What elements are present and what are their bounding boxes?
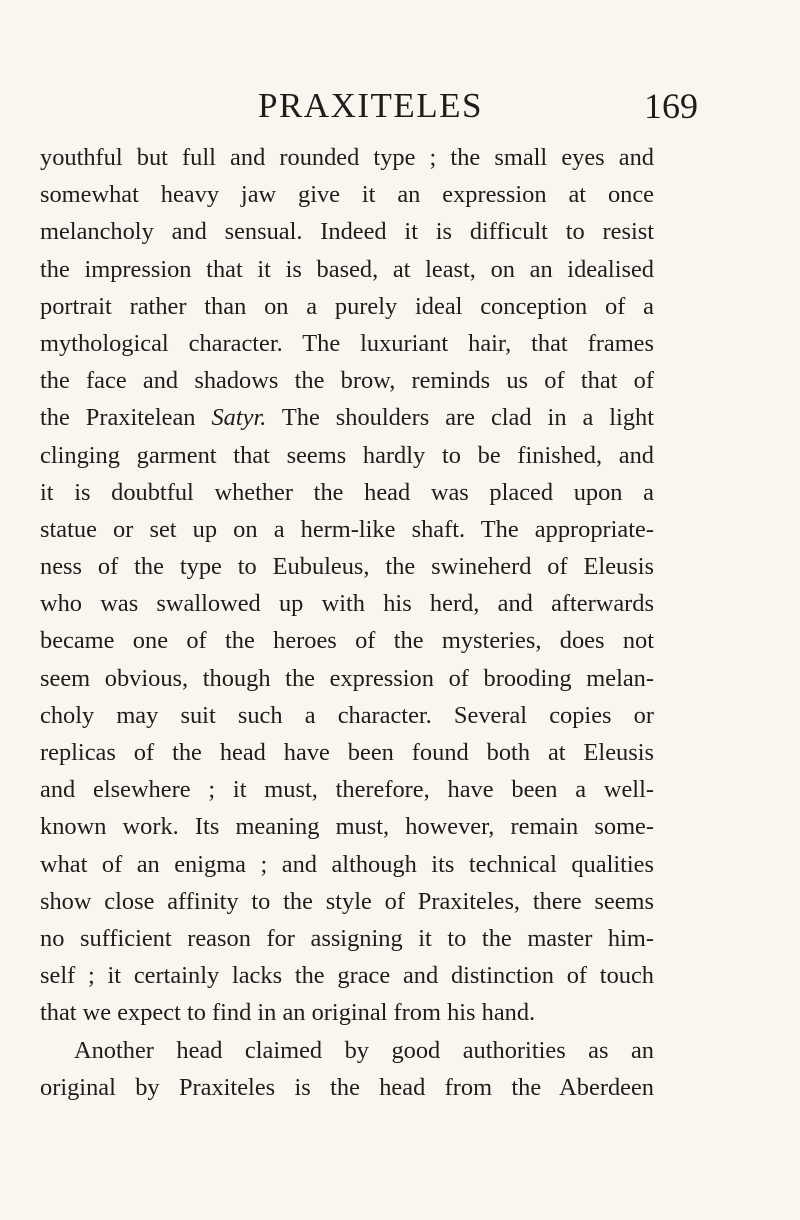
text-line: what of an enigma ; and although its technical qualities [40,850,654,878]
text-line: clinging garment that seems hardly to be finished, and [40,441,654,469]
text-line: mythological character. The luxuriant hair, that frames [40,329,654,357]
text-line: became one of the heroes of the mysteries, does not [40,627,654,655]
text-line: that we expect to find in an original from his hand. [40,999,536,1027]
text-line: the Praxitelean Satyr. The shoulders are clad in a light [40,404,654,432]
text-line: somewhat heavy jaw give it an expression at once [40,181,654,209]
page-number: 169 [644,86,698,126]
text-line: it is doubtful whether the head was placed upon a [40,478,654,506]
italic-title: Satyr. [211,404,267,432]
running-title: PRAXITELES [258,86,483,125]
text-line: original by Praxiteles is the head from the Aberdeen [40,1073,654,1101]
text-line: ness of the type to Eubuleus, the swineherd of Eleusis [40,553,654,581]
text-line: the impression that it is based, at least, on an idealised [40,255,654,283]
text-line: the face and shadows the brow, reminds us of that of [40,367,654,395]
text-line: statue or set up on a herm-like shaft. The appropriate- [40,515,654,543]
text-line: who was swallowed up with his herd, and afterwards [40,590,654,618]
text-line: show close affinity to the style of Praxiteles, there seems [40,887,654,915]
text-line: and elsewhere ; it must, therefore, have been a well- [40,776,654,804]
text-line: melancholy and sensual. Indeed it is difficult to resist [40,218,654,246]
text-line: youthful but full and rounded type ; the small eyes and [40,144,654,171]
text-line: portrait rather than on a purely ideal conception of a [40,292,654,320]
text-line: seem obvious, though the expression of brooding melan- [40,664,654,692]
text-line-paragraph-start: Another head claimed by good authorities as an [74,1036,654,1064]
text-line: replicas of the head have been found both at Eleusis [40,739,654,766]
text-line: choly may suit such a character. Several copies or [40,701,654,729]
body-text [40,139,654,1106]
text-line: self ; it certainly lacks the grace and distinction of touch [40,962,654,990]
text-line: known work. Its meaning must, however, remain some- [40,813,654,841]
running-head [258,82,698,130]
text-line: no sufficient reason for assigning it to the master him- [40,924,654,952]
